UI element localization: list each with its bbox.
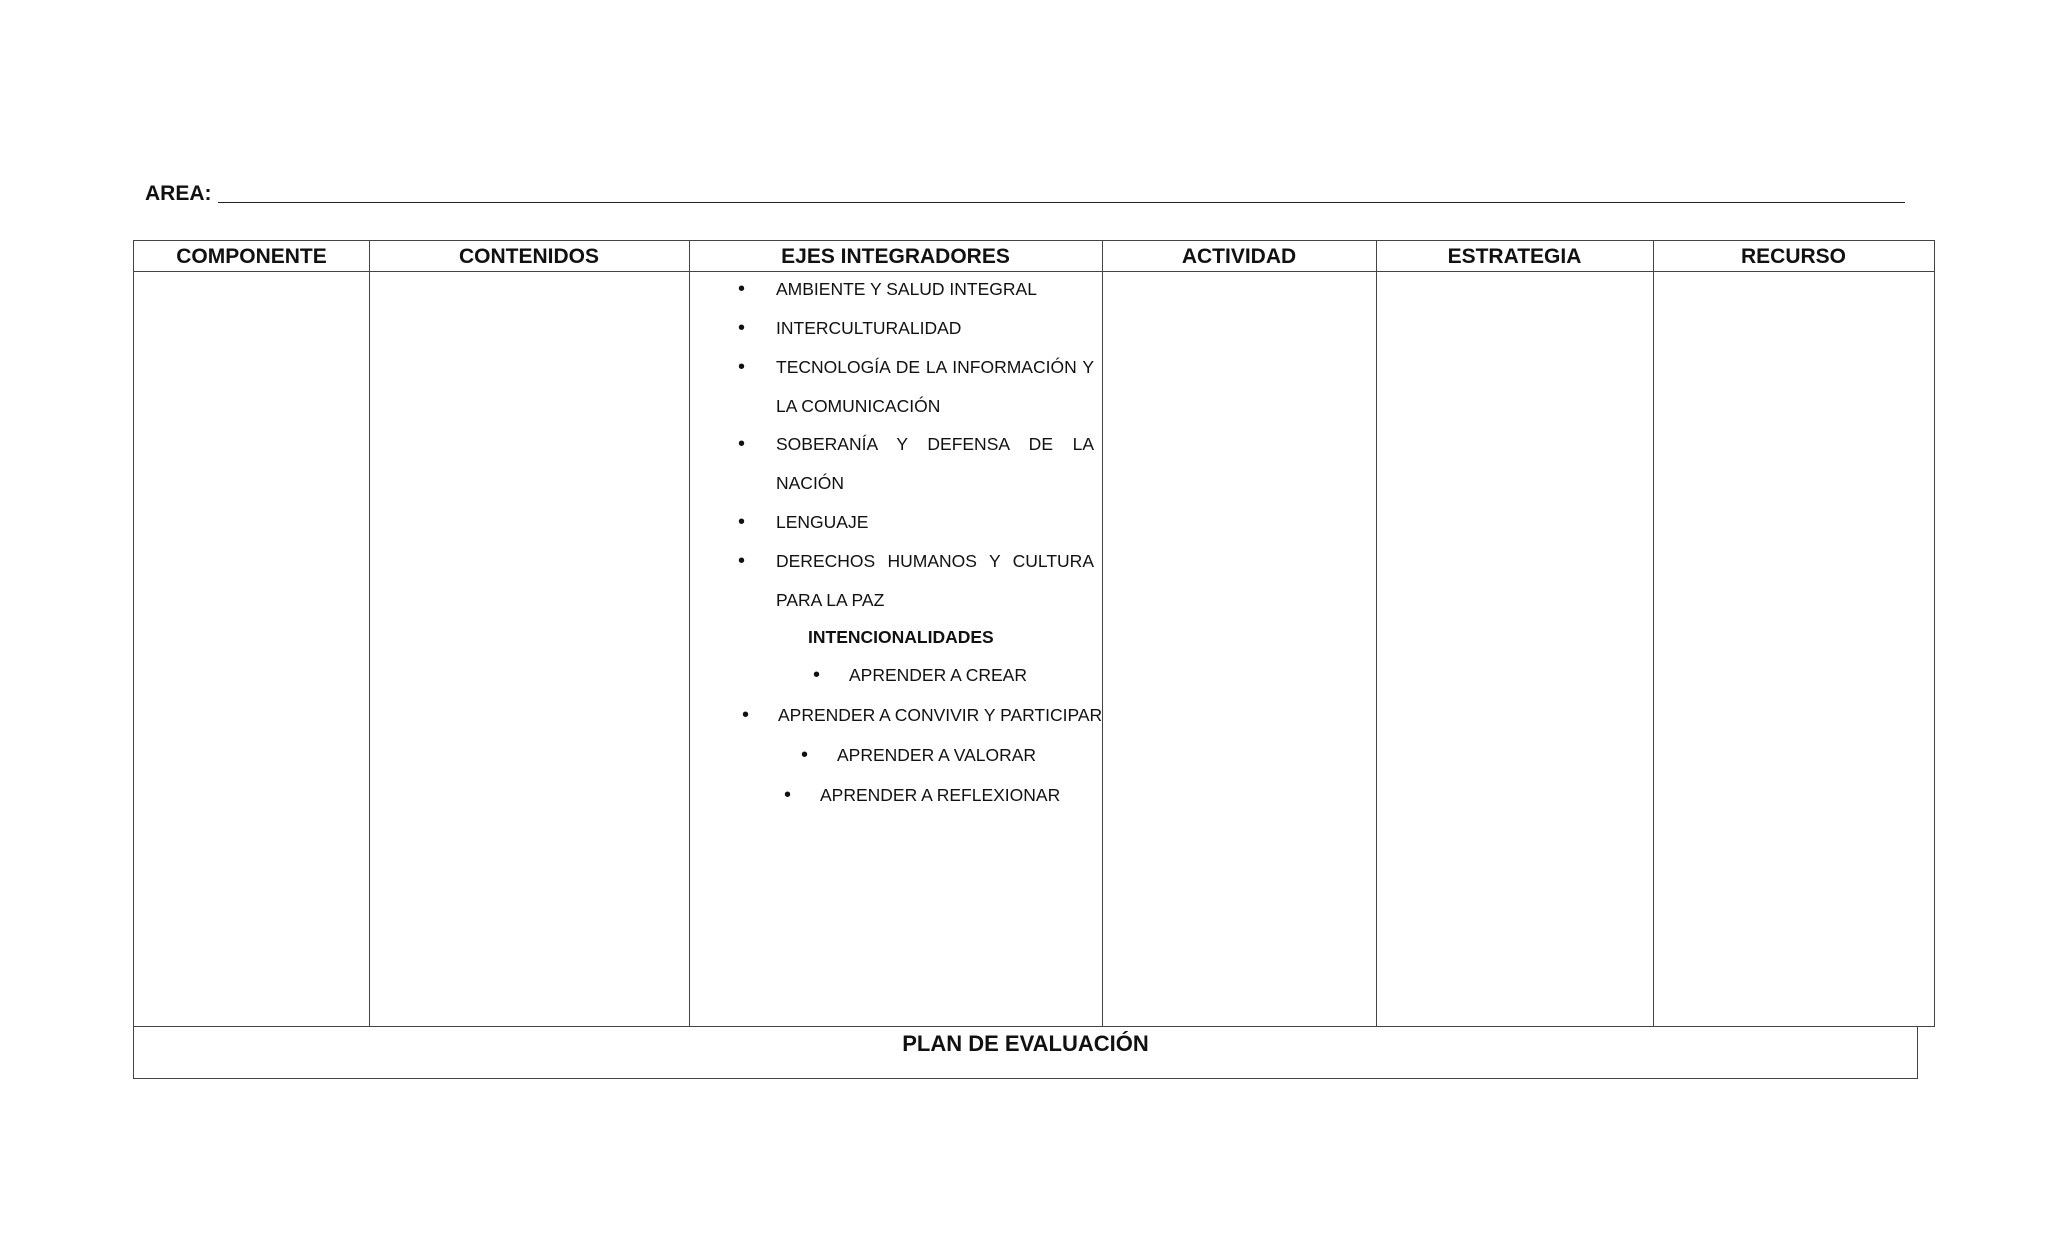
- area-line: [145, 174, 1905, 206]
- column-divider: [1102, 241, 1103, 1026]
- column-divider: [1653, 241, 1654, 1026]
- column-divider: [689, 241, 690, 1026]
- header-ejes-integradores: EJES INTEGRADORES: [781, 245, 1010, 268]
- bullet-icon: •: [801, 744, 809, 766]
- intencionalidades-heading: INTENCIONALIDADES: [808, 627, 994, 647]
- list-item: • AMBIENTE Y SALUD INTEGRAL: [716, 270, 1094, 309]
- list-item: • INTERCULTURALIDAD: [716, 309, 1094, 348]
- list-item: • APRENDER A CONVIVIR Y PARTICIPAR: [716, 695, 1094, 735]
- list-item: • SOBERANÍA Y DEFENSA DE LA NACIÓN: [716, 425, 1094, 503]
- header-componente: COMPONENTE: [176, 245, 327, 268]
- area-label: AREA:: [145, 182, 212, 205]
- bullet-icon: •: [784, 784, 792, 806]
- area-blank-field[interactable]: [218, 202, 1906, 203]
- list-item: • APRENDER A REFLEXIONAR: [716, 775, 1094, 815]
- list-item: • APRENDER A VALORAR: [716, 735, 1094, 775]
- column-divider: [369, 241, 370, 1026]
- header-actividad: ACTIVIDAD: [1181, 245, 1297, 268]
- column-divider: [1376, 241, 1377, 1026]
- list-item: • TECNOLOGÍA DE LA INFORMACIÓN Y LA COMUNICACIÓN: [716, 348, 1094, 425]
- list-item: • DERECHOS HUMANOS Y CULTURA PARA LA PAZ: [716, 542, 1094, 619]
- ejes-integradores-cell: [716, 270, 1103, 815]
- plan-de-evaluacion-label: PLAN DE EVALUACIÓN: [902, 1031, 1149, 1056]
- bullet-icon: •: [742, 704, 750, 726]
- header-recurso: RECURSO: [1740, 245, 1846, 268]
- list-item: • LENGUAJE: [716, 503, 1094, 542]
- plan-de-evaluacion-row: [133, 1026, 1918, 1079]
- bullet-icon: •: [813, 664, 821, 686]
- header-estrategia: ESTRATEGIA: [1447, 245, 1582, 268]
- list-item: • APRENDER A CREAR: [716, 655, 1094, 695]
- header-contenidos: CONTENIDOS: [458, 245, 599, 268]
